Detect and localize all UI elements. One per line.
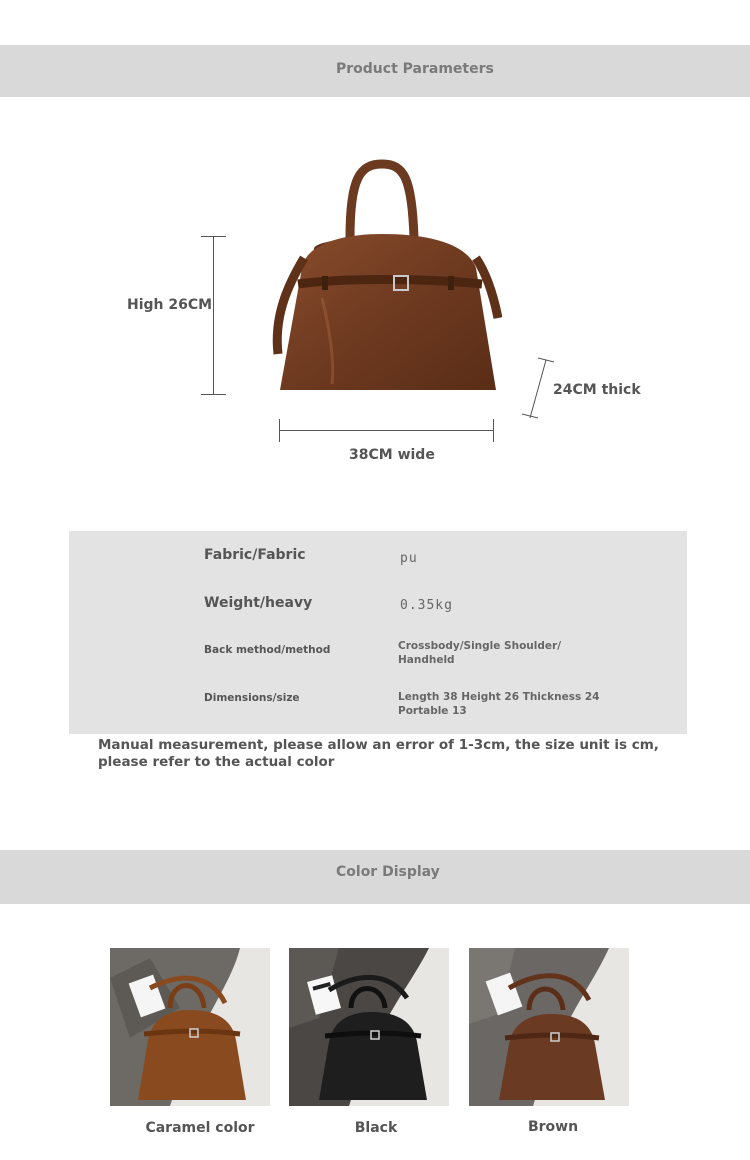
height-label: High 26CM <box>127 297 213 313</box>
param-label-fabric: Fabric/Fabric <box>204 547 306 563</box>
black-bag-image <box>289 948 449 1106</box>
color-label-caramel: Caramel color <box>145 1120 255 1136</box>
color-swatch-brown[interactable] <box>469 948 629 1106</box>
param-label-weight: Weight/heavy <box>204 595 313 611</box>
color-header-title: Color Display <box>336 864 440 880</box>
params-table <box>69 531 687 734</box>
param-label-back-method: Back method/method <box>204 644 331 656</box>
caramel-bag-image <box>110 948 270 1106</box>
params-header-band <box>0 45 750 97</box>
color-swatch-caramel[interactable] <box>110 948 270 1106</box>
width-tick-right <box>493 419 494 442</box>
param-value-weight: 0.35kg <box>400 598 453 613</box>
color-header-band <box>0 850 750 904</box>
params-header-title: Product Parameters <box>336 61 494 77</box>
height-tick-bottom <box>201 394 226 395</box>
width-label: 38CM wide <box>349 447 435 463</box>
height-line <box>213 236 214 395</box>
width-line <box>279 430 494 431</box>
param-value-dimensions: Length 38 Height 26 Thickness 24 Portable 13 <box>398 691 600 717</box>
measurement-note: Manual measurement, please allow an error of 1-3cm, the size unit is cm, please refer to the actual color <box>98 737 659 770</box>
brown-bag-image <box>469 948 629 1106</box>
height-tick-top <box>201 236 226 237</box>
param-value-fabric: pu <box>400 551 418 566</box>
thickness-label: 24CM thick <box>553 382 641 398</box>
width-tick-left <box>279 419 280 442</box>
param-value-back-method: Crossbody/Single Shoulder/ Handheld <box>398 640 562 666</box>
param-label-dimensions: Dimensions/size <box>204 692 300 704</box>
color-label-black: Black <box>354 1120 398 1136</box>
color-swatch-black[interactable] <box>289 948 449 1106</box>
thickness-line <box>518 356 558 422</box>
color-label-brown: Brown <box>527 1119 579 1135</box>
main-bag-image <box>262 158 502 398</box>
